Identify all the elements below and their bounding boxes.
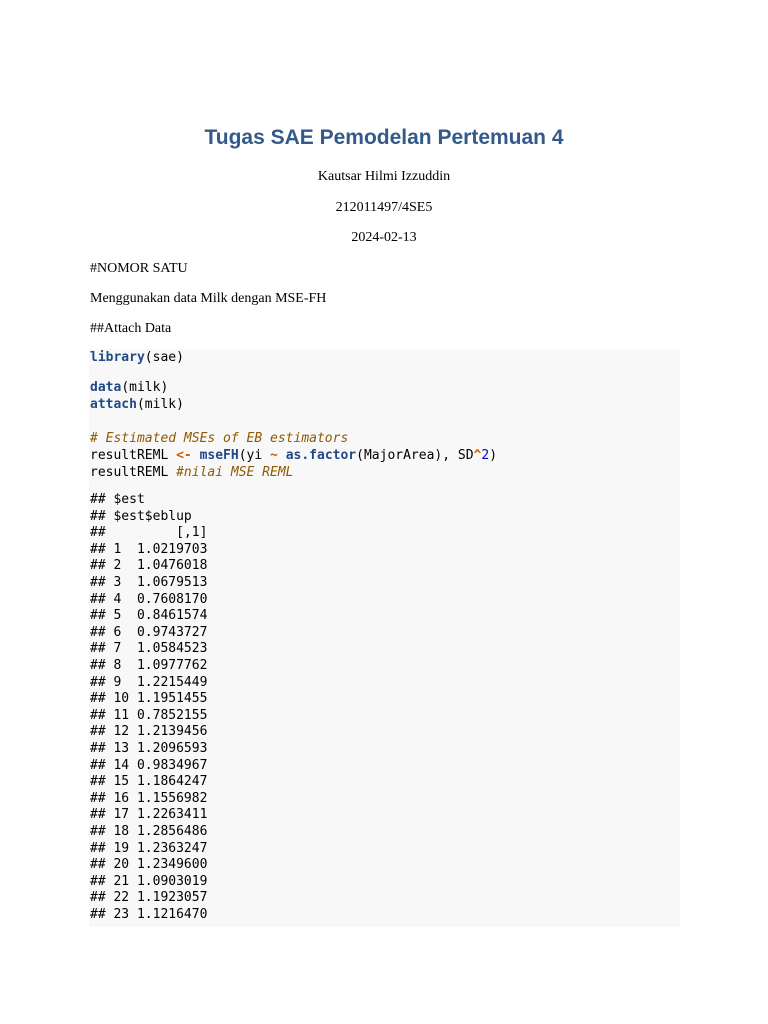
student-id: 212011497/4SE5 bbox=[335, 200, 433, 215]
heading-nomor-satu: #NOMOR SATU bbox=[90, 261, 188, 276]
output-line: ## [,1] bbox=[90, 525, 208, 541]
function-args: (sae) bbox=[144, 350, 184, 365]
output-line: ## 9 1.2215449 bbox=[90, 674, 208, 690]
output-line: ## 6 0.9743727 bbox=[90, 624, 208, 640]
output-line: ## 8 1.0977762 bbox=[90, 658, 208, 673]
close-paren: ) bbox=[489, 448, 498, 463]
output-line: ## 5 0.8461574 bbox=[90, 608, 208, 624]
function-args: (yi bbox=[238, 448, 271, 463]
code-line-library bbox=[90, 349, 184, 366]
heading-attach-data: ##Attach Data bbox=[90, 321, 172, 336]
output-line: ## 11 0.7852155 bbox=[90, 707, 208, 723]
page-title: Tugas SAE Pemodelan Pertemuan 4 bbox=[204, 126, 564, 149]
function-name: data bbox=[90, 380, 122, 395]
output-line: ## 1 1.0219703 bbox=[90, 541, 208, 557]
variable-name: resultREML bbox=[90, 448, 177, 463]
output-line: ## 10 1.1951455 bbox=[90, 691, 208, 707]
output-line: ## 15 1.1864247 bbox=[90, 774, 208, 790]
function-args: (milk) bbox=[121, 380, 169, 395]
function-name: library bbox=[90, 350, 145, 365]
tilde-operator: ~ bbox=[270, 448, 278, 463]
output-line: ## 2 1.0476018 bbox=[90, 558, 208, 574]
output-line: ## 7 1.0584523 bbox=[90, 641, 208, 657]
code-line-print bbox=[90, 464, 294, 481]
output-line: ## $est$eblup bbox=[90, 508, 192, 524]
number-literal: 2 bbox=[481, 448, 490, 463]
variable-name: resultREML bbox=[90, 465, 177, 480]
output-line: ## 23 1.1216470 bbox=[90, 907, 208, 922]
output-line: ## 17 1.2263411 bbox=[90, 807, 208, 823]
output-line: ## 4 0.7608170 bbox=[90, 591, 208, 607]
function-name: as.factor bbox=[285, 448, 357, 463]
section-description: Menggunakan data Milk dengan MSE-FH bbox=[90, 291, 327, 306]
inline-comment: #nilai MSE REML bbox=[176, 465, 294, 480]
output-line: ## 16 1.1556982 bbox=[90, 790, 208, 806]
code-comment: # Estimated MSEs of EB estimators bbox=[90, 431, 349, 446]
function-name: mseFH bbox=[199, 448, 239, 463]
assign-operator: <- bbox=[176, 448, 192, 463]
output-line: ## 3 1.0679513 bbox=[90, 575, 208, 590]
output-line: ## 22 1.1923057 bbox=[90, 890, 208, 906]
function-name: attach bbox=[90, 397, 137, 412]
author-name: Kautsar Hilmi Izzuddin bbox=[317, 169, 451, 184]
output-line: ## 12 1.2139456 bbox=[90, 724, 208, 740]
output-line: ## 20 1.2349600 bbox=[90, 857, 208, 873]
output-line: ## 21 1.0903019 bbox=[90, 873, 208, 889]
code-line-data bbox=[90, 379, 168, 396]
function-args: (MajorArea), SD bbox=[356, 448, 474, 463]
caret-operator: ^ bbox=[473, 448, 482, 463]
function-args: (milk) bbox=[136, 397, 184, 412]
output-line: ## $est bbox=[90, 492, 145, 507]
output-line: ## 18 1.2856486 bbox=[90, 824, 208, 839]
document-date: 2024-02-13 bbox=[351, 230, 417, 245]
code-line-attach bbox=[90, 396, 184, 413]
code-line-msefh bbox=[90, 447, 497, 464]
code-block bbox=[89, 349, 680, 927]
output-line: ## 13 1.2096593 bbox=[90, 741, 208, 756]
output-line: ## 14 0.9834967 bbox=[90, 757, 208, 773]
output-line: ## 19 1.2363247 bbox=[90, 840, 208, 856]
